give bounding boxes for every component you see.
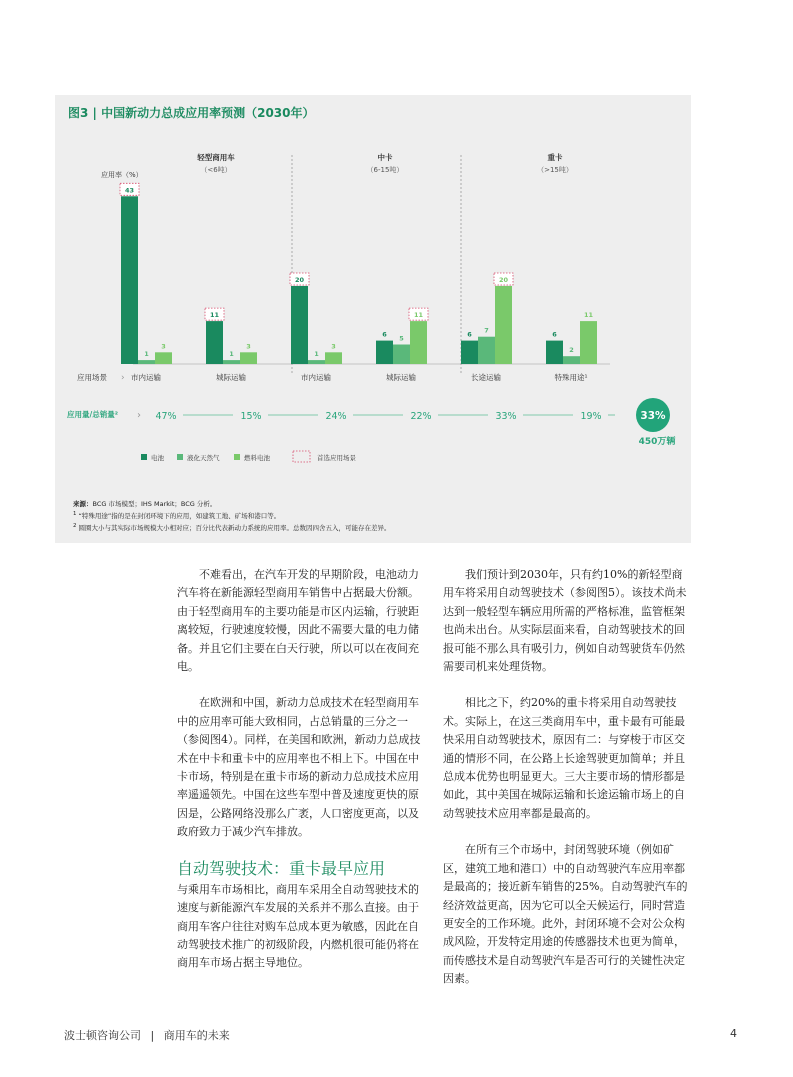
right-column bbox=[443, 566, 693, 989]
data-label: 1 bbox=[314, 350, 319, 359]
bar bbox=[478, 337, 495, 364]
bar bbox=[308, 360, 325, 364]
share-axis-label: 应用量/总销量² bbox=[67, 410, 119, 419]
bar bbox=[138, 360, 155, 364]
data-label: 2 bbox=[569, 346, 574, 355]
legend-swatch-preferred bbox=[293, 451, 310, 462]
data-label: 6 bbox=[467, 330, 472, 339]
data-label: 20 bbox=[498, 276, 509, 284]
group-label: 中卡 bbox=[377, 153, 393, 162]
data-label: 7 bbox=[484, 326, 489, 335]
data-label: 20 bbox=[294, 276, 305, 284]
paragraph: 与乘用车市场相比，商用车采用全自动驾驶技术的速度与新能源汽车发展的关系并不那么直接。由于商用车客户往往对购车总成本更为敏感，因此在自动驾驶技术推广的初级阶段，内燃机很可能仍将在商用车市场占据主导地位。 bbox=[177, 882, 419, 970]
paragraph: 相比之下，约20%的重卡将采用自动驾驶技术。实际上，在这三类商用车中，重卡最有可能最快采用自动驾驶技术，原因有二：与穿梭于市区交通的情形不同，在公路上长途驾驶更加简单；并且总成本优势也明显更大。三大主要市场的情形都是如此，其中美国在城际运输和长途运输市场上的自动驾驶技术应用率都是最高的。 bbox=[443, 696, 685, 820]
category-label: 长途运输 bbox=[471, 373, 501, 382]
bar bbox=[121, 196, 138, 364]
share-value: 19% bbox=[580, 411, 602, 422]
data-label: 6 bbox=[382, 330, 387, 339]
category-label: 城际运输 bbox=[216, 373, 246, 382]
left-column bbox=[177, 566, 427, 973]
footer-separator: | bbox=[150, 1029, 155, 1042]
footnote-1: $^1$ “特殊用途”指的是在封闭环境下的应用，如建筑工地、矿场和港口等。 bbox=[73, 511, 281, 521]
footnote-2: $^2$ 圆圈大小与其实际市场规模大小相对应；百分比代表新动力系统的应用率。总数因四舍五入，可能存在差异。 bbox=[73, 523, 391, 533]
bar bbox=[546, 341, 563, 364]
legend-swatch bbox=[177, 454, 183, 460]
bar bbox=[291, 286, 308, 364]
legend-label: 液化天然气 bbox=[187, 454, 220, 462]
legend-label: 电池 bbox=[151, 454, 164, 462]
category-label: 特殊用途¹ bbox=[554, 373, 588, 382]
bar bbox=[325, 352, 342, 364]
data-label: 43 bbox=[124, 186, 135, 195]
group-sublabel: （>15吨） bbox=[537, 166, 573, 174]
source-line: 来源：BCG 市场模型；IHS Markit；BCG 分析。 bbox=[73, 500, 217, 508]
data-label: 3 bbox=[161, 342, 166, 351]
chevron-right-icon: › bbox=[137, 410, 141, 421]
chart bbox=[55, 95, 691, 495]
bar bbox=[155, 352, 172, 364]
share-value: 47% bbox=[155, 411, 177, 422]
bar bbox=[376, 341, 393, 364]
data-label: 11 bbox=[583, 311, 594, 320]
group-label: 重卡 bbox=[547, 153, 563, 162]
share-value: 15% bbox=[240, 411, 262, 422]
figure-sources bbox=[73, 499, 683, 533]
bar bbox=[461, 341, 478, 364]
paragraph: 我们预计到2030年，只有约10%的新轻型商用车将采用自动驾驶技术（参阅图5）。该技术尚未达到一般轻型车辆应用所需的严格标准，监管框架也尚未出台。从实际层面来看，自动驾驶技术的回报可能不那么具有吸引力，例如自动驾驶货车仍然需要司机来处理货物。 bbox=[443, 568, 687, 674]
bar bbox=[393, 345, 410, 365]
figure-panel bbox=[55, 95, 691, 543]
footer-org: 波士顿咨询公司 bbox=[64, 1029, 141, 1042]
page-number: 4 bbox=[730, 1027, 737, 1040]
scenario-axis-label: 应用场景 bbox=[77, 373, 107, 382]
data-label: 1 bbox=[229, 350, 234, 359]
bar bbox=[563, 356, 580, 364]
data-label: 1 bbox=[144, 350, 149, 359]
data-label: 11 bbox=[413, 311, 424, 320]
paragraph: 不难看出，在汽车开发的早期阶段，电池动力汽车将在新能源轻型商用车销售中占据最大份额。由于轻型商用车的主要功能是市区内运输，行驶距离较短，行驶速度较慢，因此不需要大量的电力储备。并且它们主要在白天行驶，所以可以在夜间充电。 bbox=[177, 568, 419, 674]
data-label: 3 bbox=[246, 342, 251, 351]
bar bbox=[410, 321, 427, 364]
paragraph: 在欧洲和中国，新动力总成技术在轻型商用车中的应用率可能大致相同，占总销量的三分之一（参阅图4）。同样，在美国和欧洲，新动力总成技术在中卡和重卡中的应用率也不相上下。中国在中卡市场，特别是在重卡市场的新动力总成技术应用率遥遥领先。中国在这些车型中普及速度更快的原因是，公路网络没那么广袤，人口密度更高，以及政府致力于减少汽车排放。 bbox=[177, 696, 421, 839]
share-value: 24% bbox=[325, 411, 347, 422]
data-label: 11 bbox=[209, 311, 220, 320]
footer-title: 商用车的未来 bbox=[163, 1029, 230, 1042]
group-sublabel: （6-15吨） bbox=[366, 166, 404, 174]
section-heading: 自动驾驶技术：重卡最早应用 bbox=[177, 858, 386, 878]
legend-swatch bbox=[234, 454, 240, 460]
paragraph: 在所有三个市场中，封闭驾驶环境（例如矿区，建筑工地和港口）中的自动驾驶汽车应用率都是最高的；接近新车销售的25%。自动驾驶汽车的经济效益更高，因为它可以全天候运行，同时营造更安全的工作环境。此外，封闭环境不会对公众构成风险，开发特定用途的传感器技术也更为简单，而传感技术是自动驾驶汽车是否可行的关键性决定因素。 bbox=[443, 843, 688, 986]
bar bbox=[580, 321, 597, 364]
legend-swatch bbox=[141, 454, 147, 460]
category-label: 市内运输 bbox=[301, 373, 331, 382]
total-percent: 33% bbox=[640, 410, 666, 422]
category-label: 市内运输 bbox=[131, 373, 161, 382]
legend-label: 燃料电池 bbox=[244, 454, 270, 462]
bar bbox=[206, 321, 223, 364]
bar bbox=[240, 352, 257, 364]
group-label: 轻型商用车 bbox=[197, 153, 235, 162]
bar bbox=[223, 360, 240, 364]
share-value: 33% bbox=[495, 411, 517, 422]
figure-title: 图3 | 中国新动力总成应用率预测（2030年） bbox=[68, 106, 315, 120]
page-footer bbox=[64, 1027, 230, 1043]
bar bbox=[495, 286, 512, 364]
legend-label: 首选应用场景 bbox=[317, 454, 356, 462]
total-units: 450万辆 bbox=[638, 437, 676, 447]
category-label: 城际运输 bbox=[386, 373, 416, 382]
group-sublabel: （<6吨） bbox=[200, 166, 232, 174]
data-label: 5 bbox=[399, 334, 404, 343]
y-axis-label: 应用率（%） bbox=[101, 171, 143, 179]
data-label: 3 bbox=[331, 342, 336, 351]
share-value: 22% bbox=[410, 411, 432, 422]
chevron-right-icon: › bbox=[121, 373, 125, 383]
data-label: 6 bbox=[552, 330, 557, 339]
